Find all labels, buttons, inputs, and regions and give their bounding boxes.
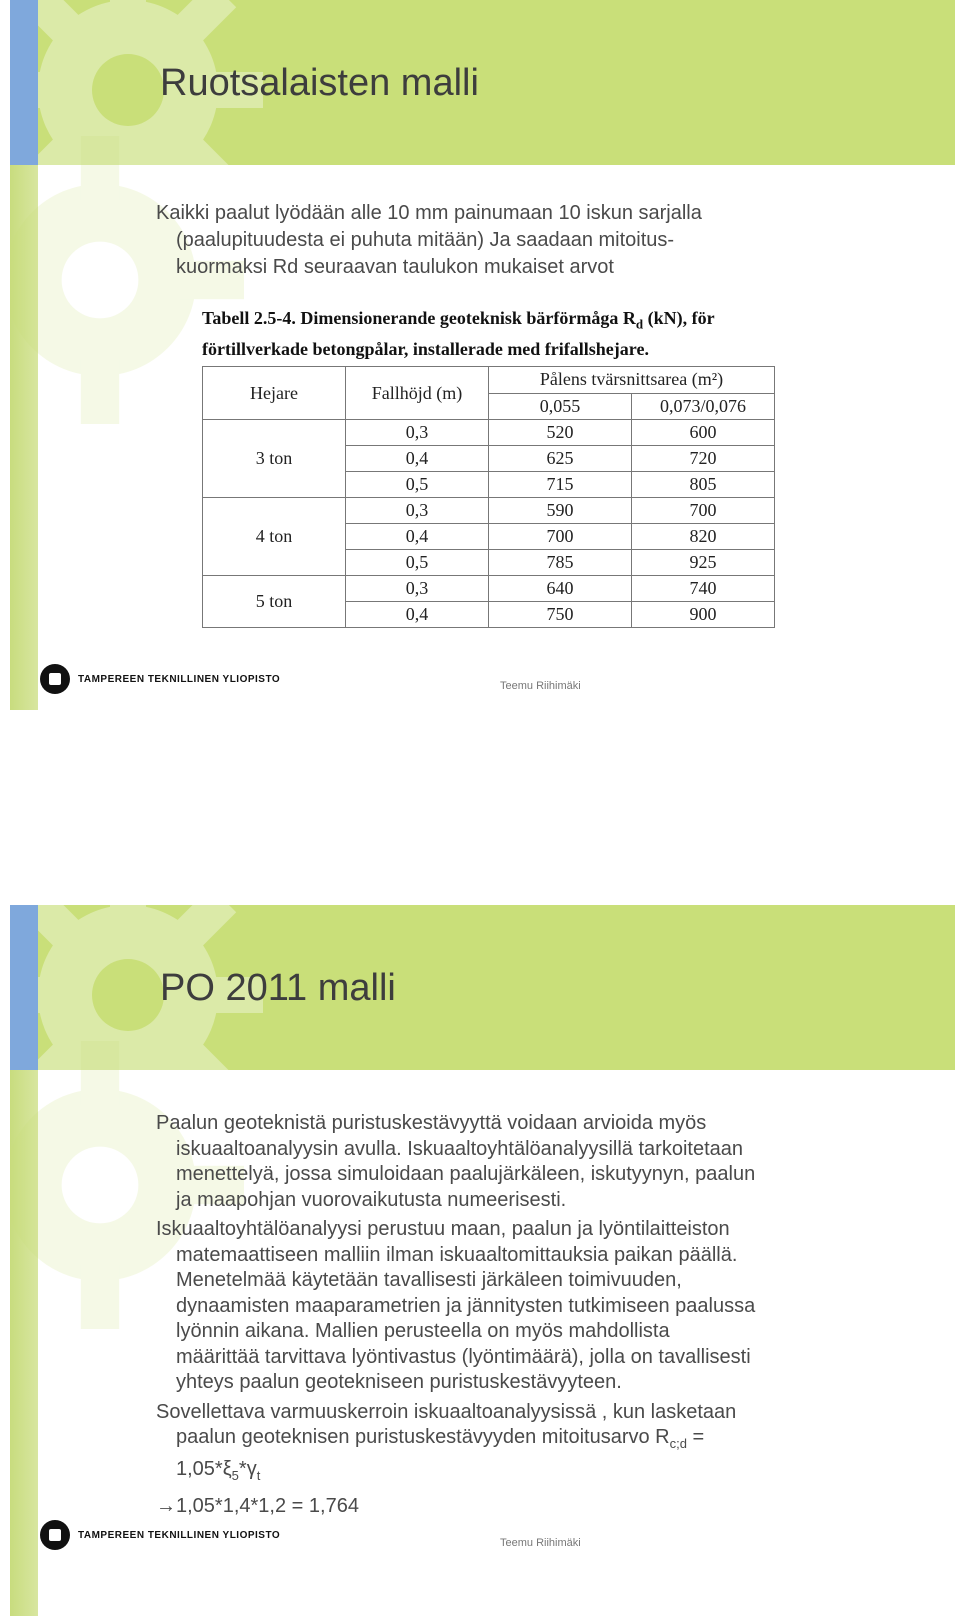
slide-po-2011-malli — [10, 905, 955, 1616]
intro-text — [156, 200, 702, 281]
caption-sub: d — [635, 316, 644, 332]
cell-fall: 0,4 — [346, 446, 489, 472]
cell-b: 700 — [632, 498, 775, 524]
table-row — [203, 576, 775, 602]
text-line: dynaamisten maaparametrien ja jännitysten tutkimiseen paalussa — [176, 1294, 756, 1317]
table-caption — [202, 306, 802, 362]
text-line: lyönnin aikana. Mallien perusteella on myös mahdollista — [176, 1320, 670, 1342]
result-line — [156, 1494, 755, 1520]
text-fragment: paalun geoteknisen puristuskestävyyden mitoitusarvo R — [176, 1426, 670, 1448]
cell-b: 900 — [632, 602, 775, 628]
slide-ruotsalaisten-malli — [10, 0, 955, 710]
logo-text: TAMPEREEN TEKNILLINEN YLIOPISTO — [78, 1529, 281, 1541]
text-fragment: *γ — [238, 1457, 257, 1480]
text-line: menettelyä, jossa simuloidaan paalujärkäleen, iskutyynyn, paalun — [176, 1163, 756, 1185]
intro-line: kuormaksi Rd seuraavan taulukon mukaiset arvot — [176, 256, 614, 278]
text-fragment: 1,05*ξ — [176, 1457, 232, 1480]
caption-text: (kN), för — [643, 308, 715, 328]
intro-line: Kaikki paalut lyödään alle 10 mm painumaan 10 iskun sarjalla — [156, 202, 702, 224]
text-line: määrittää tarvittava lyöntivastus (lyöntimäärä), jolla on tavallisesti — [176, 1345, 751, 1368]
logo-text: TAMPEREEN TEKNILLINEN YLIOPISTO — [78, 673, 281, 685]
table-row — [203, 420, 775, 446]
text-line: iskuaaltoanalyysin avulla. Iskuaaltoyhtälöanalyysillä tarkoitetaan — [176, 1137, 743, 1160]
caption-text: förtillverkade betongpålar, installerade med frifallshejare. — [202, 338, 649, 359]
cell-a: 785 — [489, 550, 632, 576]
text-line: Sovellettava varmuuskerroin iskuaaltoanalyysissä , kun lasketaan — [156, 1400, 737, 1423]
tut-gear-logo-icon — [40, 664, 70, 694]
paragraph — [156, 1217, 755, 1396]
text-fragment: = — [686, 1426, 705, 1448]
paragraph — [156, 1111, 755, 1213]
cell-b: 925 — [632, 550, 775, 576]
arrow-right-icon: → — [156, 1495, 176, 1517]
cell-hejare: 4 ton — [203, 498, 346, 576]
university-logo — [40, 1520, 280, 1550]
cell-a: 520 — [489, 420, 632, 446]
text-line: Iskuaaltoyhtälöanalyysi perustuu maan, paalun ja lyöntilaitteiston — [156, 1218, 730, 1240]
cell-a: 750 — [489, 602, 632, 628]
cell-b: 600 — [632, 420, 775, 446]
footer-author: Teemu Riihimäki — [500, 680, 581, 692]
cell-a: 700 — [489, 524, 632, 550]
dimensioning-table — [202, 366, 775, 628]
result-text: 1,05*1,4*1,2 = 1,764 — [176, 1495, 359, 1517]
subscript: 5 — [231, 1467, 239, 1483]
paragraph — [156, 1400, 755, 1489]
header-area-b: 0,073/0,076 — [632, 393, 775, 420]
cell-fall: 0,5 — [346, 550, 489, 576]
header-area-a: 0,055 — [489, 393, 632, 420]
text-line: yhteys paalun geotekniseen puristuskestävyyteen. — [176, 1371, 622, 1393]
text-line: matemaattiseen malliin ilman iskuaaltomittauksia paikan päällä. — [176, 1243, 738, 1266]
university-logo — [40, 664, 280, 694]
cell-a: 640 — [489, 576, 632, 602]
body-text — [156, 1111, 755, 1520]
cell-b: 740 — [632, 576, 775, 602]
text-line: ja maapohjan vuorovaikutusta numeerisesti. — [176, 1188, 567, 1211]
cell-a: 625 — [489, 446, 632, 472]
table-row — [203, 498, 775, 524]
cell-fall: 0,4 — [346, 602, 489, 628]
cell-b: 805 — [632, 472, 775, 498]
cell-a: 590 — [489, 498, 632, 524]
cell-b: 720 — [632, 446, 775, 472]
intro-line: (paalupituudesta ei puhuta mitään) Ja saadaan mitoitus- — [176, 229, 675, 251]
footer-author: Teemu Riihimäki — [500, 1537, 581, 1549]
caption-text: Tabell 2.5-4. Dimensionerande geoteknisk bärförmåga R — [202, 308, 636, 328]
subscript: c;d — [669, 1436, 687, 1451]
subscript: t — [256, 1467, 261, 1483]
header-hejare: Hejare — [203, 367, 346, 420]
formula-line — [156, 1457, 755, 1489]
table-header-row — [203, 367, 775, 394]
slide-title: PO 2011 malli — [160, 967, 396, 1009]
slide-title: Ruotsalaisten malli — [160, 62, 479, 104]
cell-hejare: 5 ton — [203, 576, 346, 628]
cell-a: 715 — [489, 472, 632, 498]
text-line — [156, 1425, 755, 1457]
text-line: Paalun geoteknistä puristuskestävyyttä voidaan arvioida myös — [156, 1112, 707, 1134]
tut-gear-logo-icon — [40, 1520, 70, 1550]
header-fallhojd: Fallhöjd (m) — [346, 367, 489, 420]
cell-fall: 0,3 — [346, 576, 489, 602]
header-area: Pålens tvärsnittsarea (m²) — [489, 367, 775, 394]
text-line: Menetelmää käytetään tavallisesti järkäleen toimivuuden, — [176, 1269, 682, 1291]
cell-fall: 0,3 — [346, 498, 489, 524]
cell-b: 820 — [632, 524, 775, 550]
cell-hejare: 3 ton — [203, 420, 346, 498]
cell-fall: 0,4 — [346, 524, 489, 550]
cell-fall: 0,3 — [346, 420, 489, 446]
cell-fall: 0,5 — [346, 472, 489, 498]
